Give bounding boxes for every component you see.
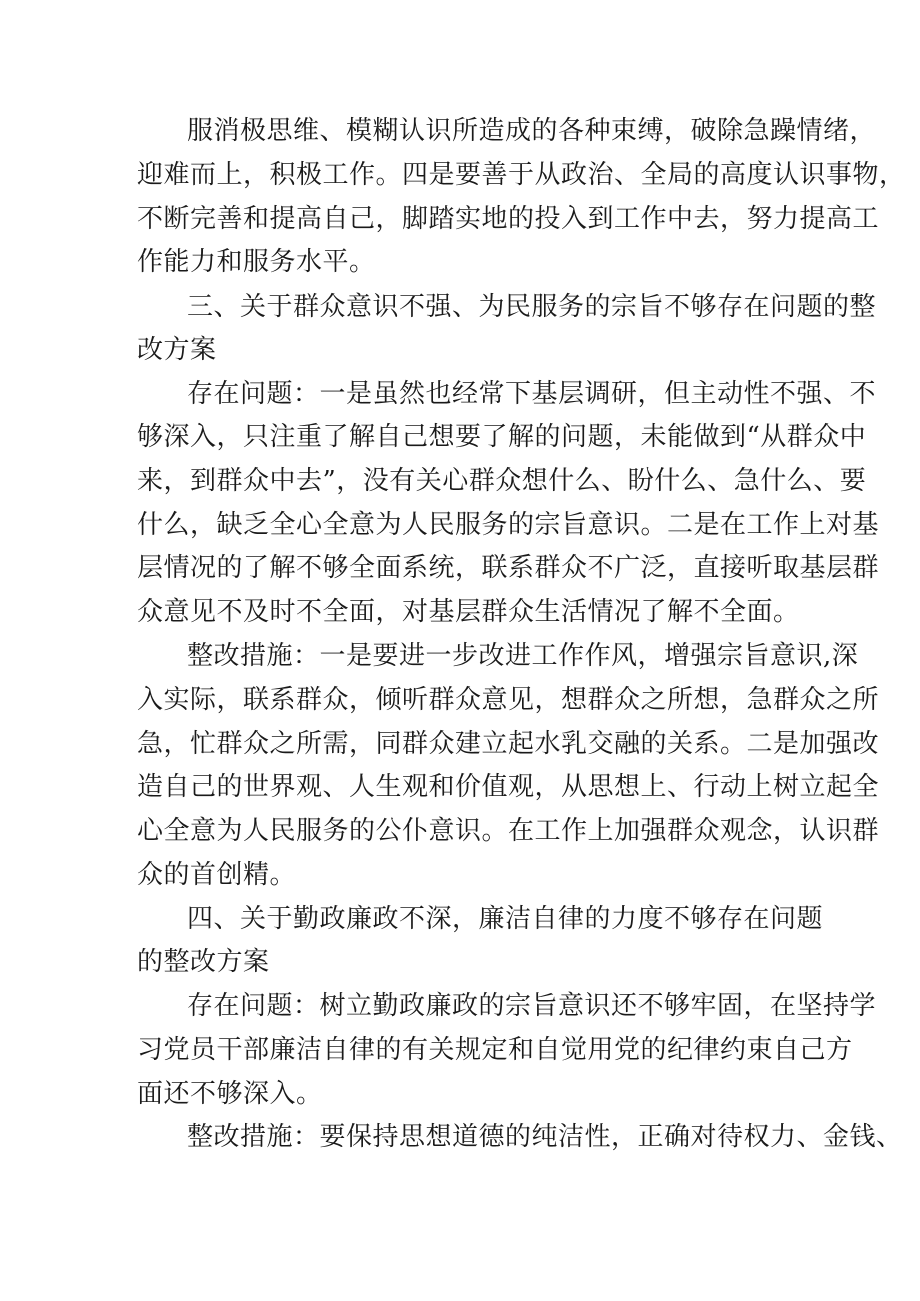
text-line: 作能力和服务水平。 (137, 247, 376, 277)
text-line: 够深入，只注重了解自己想要了解的问题，未能做到“从群众中 (137, 422, 867, 452)
text-line: 来，到群众中去”，没有关心群众想什么、盼什么、急什么、要 (137, 466, 867, 496)
text-line: 急，忙群众之所需，同群众建立起水乳交融的关系。二是加强改 (137, 729, 880, 759)
text-line: 入实际，联系群众，倾听群众意见，想群众之所想，急群众之所 (137, 685, 880, 715)
text-line: 什么，缺乏全心全意为人民服务的宗旨意识。二是在工作上对基 (137, 510, 880, 540)
section-heading-4-cont: 的整改方案 (137, 947, 270, 977)
text-line: 心全意为人民服务的公仆意识。在工作上加强群众观念，认识群 (137, 816, 880, 846)
text-line: 迎难而上，积极工作。四是要善于从政治、全局的高度认识事物， (137, 160, 906, 190)
text-line: 整改措施：要保持思想道德的纯洁性，正确对待权力、金钱、 (187, 1122, 903, 1152)
text-line: 习党员干部廉洁自律的有关规定和自觉用党的纪律约束自己方 (137, 1035, 853, 1065)
text-line: 众意见不及时不全面，对基层群众生活情况了解不全面。 (137, 597, 800, 627)
text-line: 整改措施：一是要进一步改进工作作风，增强宗旨意识,深 (187, 641, 859, 671)
text-line: 面还不够深入。 (137, 1079, 323, 1109)
text-line: 层情况的了解不够全面系统，联系群众不广泛，直接听取基层群 (137, 553, 880, 583)
text-line: 存在问题：一是虽然也经常下基层调研，但主动性不强、不 (187, 379, 877, 409)
section-heading-3-cont: 改方案 (137, 335, 217, 365)
text-line: 存在问题：树立勤政廉政的宗旨意识还不够牢固，在坚持学 (187, 991, 877, 1021)
text-line: 不断完善和提高自己，脚踏实地的投入到工作中去，努力提高工 (137, 204, 880, 234)
section-heading-3: 三、关于群众意识不强、为民服务的宗旨不够存在问题的整 (187, 292, 877, 322)
text-line: 造自己的世界观、人生观和价值观，从思想上、行动上树立起全 (137, 772, 880, 802)
text-line: 服消极思维、模糊认识所造成的各种束缚，破除急躁情绪， (187, 116, 877, 146)
text-line: 众的首创精。 (137, 860, 297, 890)
section-heading-4: 四、关于勤政廉政不深，廉洁自律的力度不够存在问题 (187, 904, 824, 934)
